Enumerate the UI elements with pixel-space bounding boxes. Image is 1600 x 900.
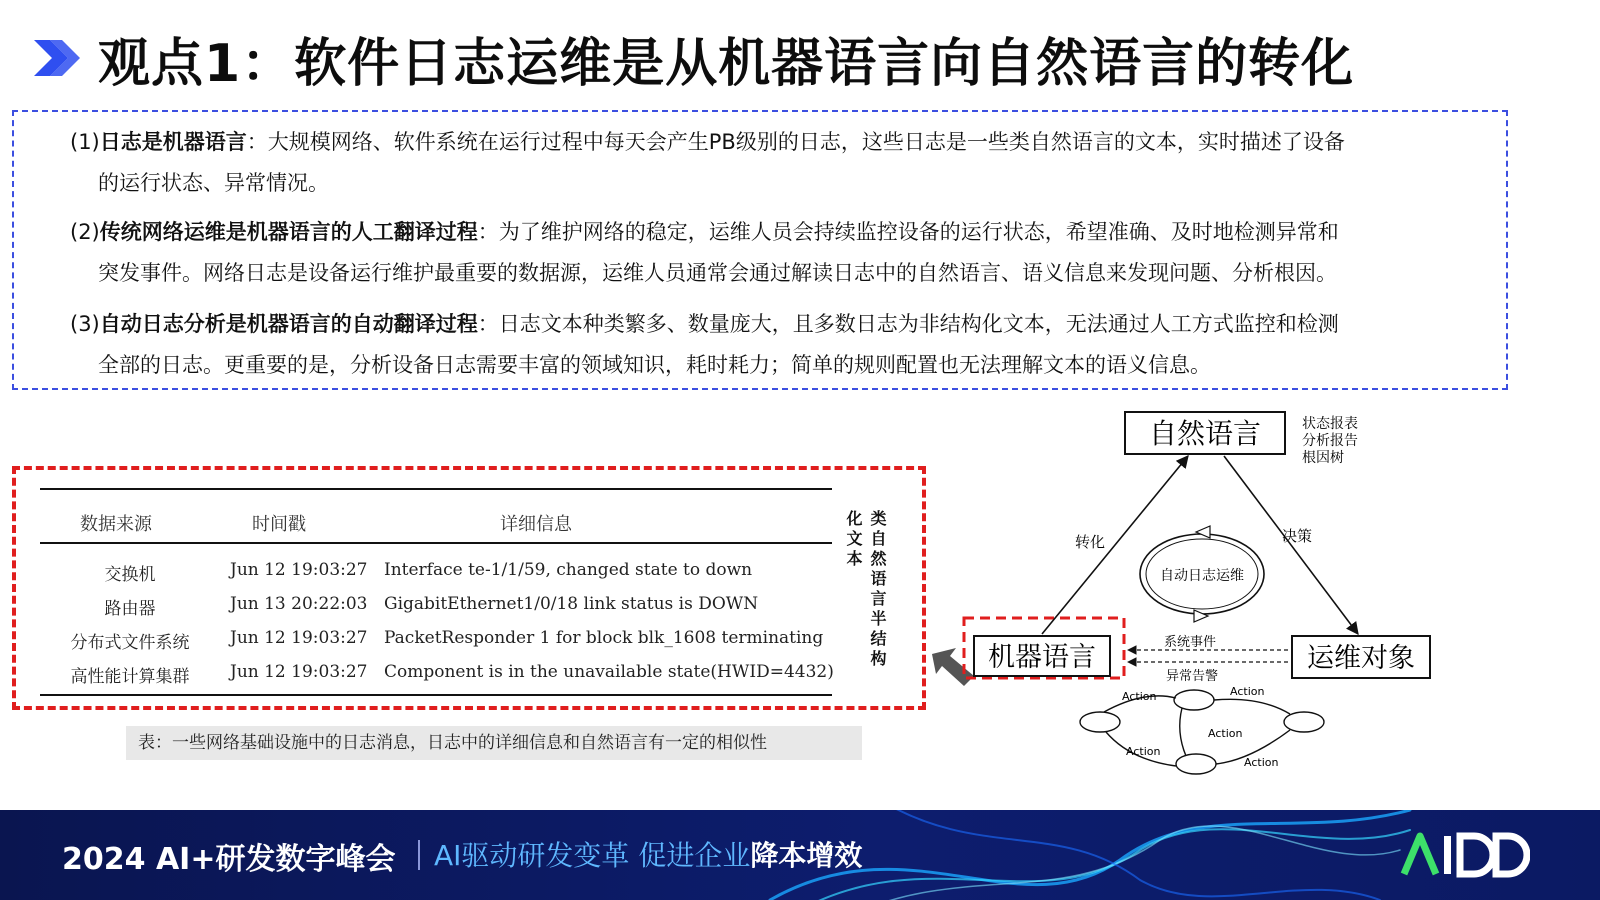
point-text-cont: 突发事件。网络日志是设备运行维护最重要的数据源，运维人员通常会通过解读日志中的自然语言、语义信息来发现问题、分析根因。	[98, 261, 1337, 285]
footer-divider	[418, 840, 420, 870]
cell-source: 高性能计算集群	[70, 667, 190, 687]
cell-detail: PacketResponder 1 for block blk_1608 terminating	[384, 628, 824, 648]
label-action: Action	[1230, 685, 1265, 698]
point-2: (2)传统网络运维是机器语言的人工翻译过程：为了维护网络的稳定，运维人员会持续监控设备的运行状态，希望准确、及时地检测异常和 突发事件。网络日志是设备运行维护最重要的数据源，运维人员通常会通过解读日志中的自然语言、语义信息来发现问题、分析根因。	[70, 212, 1490, 294]
slogan-text: AI驱动研发变革 促进企业	[434, 839, 751, 872]
col-header-source: 数据来源	[80, 514, 152, 535]
point-lead: 日志是机器语言	[99, 130, 247, 154]
point-number: (2)	[70, 220, 100, 244]
point-text-cont: 的运行状态、异常情况。	[98, 171, 329, 195]
label-action: Action	[1244, 756, 1279, 769]
log-ops-diagram	[930, 410, 1530, 795]
node-machine-language	[964, 618, 1124, 678]
report-item: 状态报表	[1302, 416, 1358, 432]
table-caption: 表：一些网络基础设施中的日志消息，日志中的详细信息和自然语言有一定的相似性	[126, 726, 862, 760]
node-natural-language	[1125, 412, 1285, 454]
event-name: 2024 AI+研发数字峰会	[62, 842, 396, 877]
label-machine-language: 机器语言	[988, 642, 1096, 673]
label-action: Action	[1122, 690, 1157, 703]
table-top-rule	[40, 488, 832, 490]
cell-timestamp: Jun 12 19:03:27	[230, 560, 368, 580]
action-state-graph	[1080, 690, 1324, 774]
cycle-auto-ops	[1140, 526, 1264, 622]
point-number: (3)	[70, 312, 100, 336]
title-row	[34, 22, 1354, 94]
point-text: 日志文本种类繁多、数量庞大，且多数日志为非结构化文本，无法通过人工方式监控和检测	[498, 312, 1339, 336]
footer-banner	[0, 810, 1600, 900]
label-action: Action	[1126, 745, 1161, 758]
point-number: (1)	[70, 130, 100, 154]
point-3: (3)自动日志分析是机器语言的自动翻译过程：日志文本种类繁多、数量庞大，且多数日志为非结构化文本，无法通过人工方式监控和检测 全部的日志。更重要的是，分析设备日志需要丰富的领域知识，耗时耗力；简单的规则配置也无法理解文本的语义信息。	[70, 304, 1490, 386]
point-text-cont: 全部的日志。更重要的是，分析设备日志需要丰富的领域知识，耗时耗力；简单的规则配置也无法理解文本的语义信息。	[98, 353, 1211, 377]
side-label-semistructured: 类自然语言半结构	[868, 510, 887, 670]
label-natural-language: 自然语言	[1148, 417, 1262, 450]
point-1: (1)日志是机器语言：大规模网络、软件系统在运行过程中每天会产生PB级别的日志，这些日志是一些类自然语言的文本，实时描述了设备 的运行状态、异常情况。	[70, 122, 1490, 204]
label-ops-target: 运维对象	[1307, 643, 1415, 674]
col-header-timestamp: 时间戳	[252, 514, 306, 535]
label-transform: 转化	[1075, 533, 1106, 551]
log-table-box	[12, 466, 926, 710]
cell-timestamp: Jun 12 19:03:27	[230, 662, 368, 682]
point-text: 为了维护网络的稳定，运维人员会持续监控设备的运行状态，希望准确、及时地检测异常和	[498, 220, 1339, 244]
aidd-logo	[1400, 830, 1530, 880]
table-header-rule	[40, 542, 832, 544]
table-bottom-rule	[40, 694, 832, 696]
slogan-emphasis: 降本增效	[750, 839, 863, 872]
point-text: 大规模网络、软件系统在运行过程中每天会产生PB级别的日志，这些日志是一些类自然语言的文本，实时描述了设备	[267, 130, 1345, 154]
cell-source: 交换机	[104, 565, 156, 585]
cell-detail: Interface te-1/1/59, changed state to down	[384, 560, 753, 580]
node-ops-target	[1292, 636, 1430, 678]
cell-detail: Component is in the unavailable state(HWID=4432)	[384, 662, 834, 682]
label-system-event: 系统事件	[1164, 635, 1217, 650]
cell-source: 分布式文件系统	[70, 633, 190, 653]
cell-timestamp: Jun 13 20:22:03	[230, 594, 368, 614]
viewpoints-box	[12, 110, 1508, 390]
col-header-detail: 详细信息	[500, 514, 572, 535]
point-lead: 传统网络运维是机器语言的人工翻译过程	[99, 220, 478, 244]
label-decision: 决策	[1282, 527, 1313, 545]
cell-detail: GigabitEthernet1/0/18 link status is DOWN	[384, 594, 759, 614]
cell-timestamp: Jun 12 19:03:27	[230, 628, 368, 648]
point-lead: 自动日志分析是机器语言的自动翻译过程	[99, 312, 478, 336]
page-title: 观点1：软件日志运维是从机器语言向自然语言的转化	[98, 33, 1355, 94]
cell-source: 路由器	[104, 599, 156, 619]
event-slogan	[434, 834, 862, 874]
label-action: Action	[1208, 727, 1243, 740]
report-item: 分析报告	[1302, 433, 1358, 449]
side-label-text: 化文本	[844, 510, 863, 570]
double-chevron-icon	[34, 38, 80, 78]
label-alarm: 异常告警	[1166, 669, 1219, 684]
report-item: 根因树	[1302, 450, 1344, 466]
label-cycle: 自动日志运维	[1160, 568, 1244, 584]
